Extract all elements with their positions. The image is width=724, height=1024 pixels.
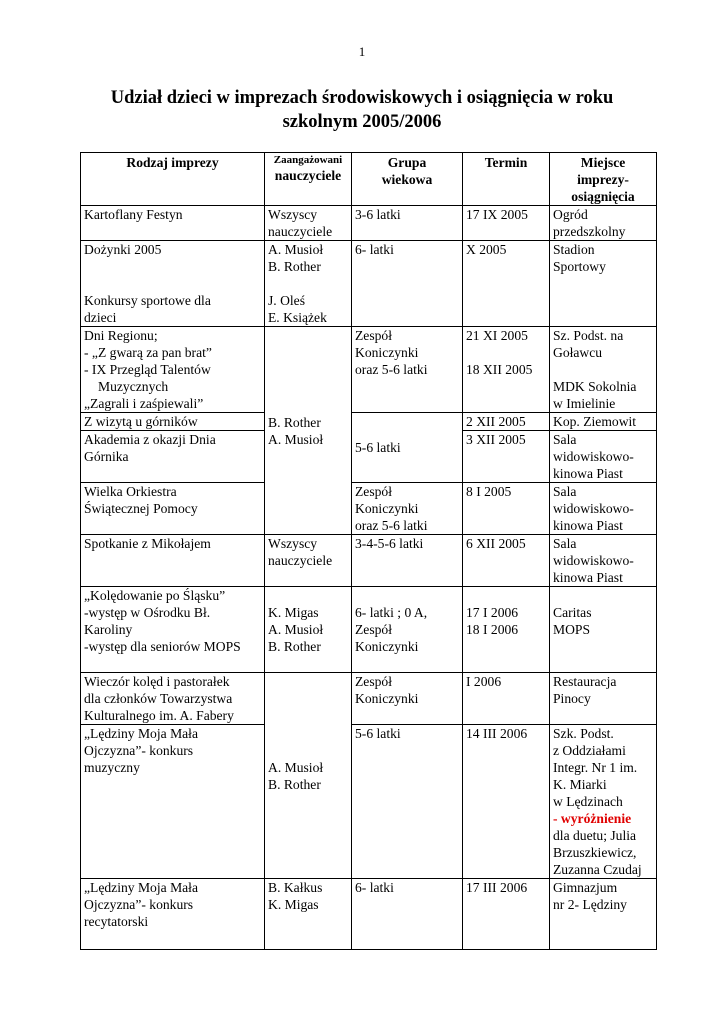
cell-grupa: Zespół Koniczynki oraz 5-6 latki — [352, 483, 463, 535]
cell-grupa: 5-6 latki — [352, 725, 463, 879]
cell-nauczyciele: K. Migas A. Musioł B. Rother — [265, 587, 352, 673]
table-row — [81, 673, 657, 725]
table-row — [81, 879, 657, 950]
header-termin: Termin — [463, 153, 550, 206]
cell-rodzaj: „Lędziny Moja Mała Ojczyzna”- konkurs muzyczny — [81, 725, 265, 879]
table-row — [81, 206, 657, 241]
cell-grupa: 3-6 latki — [352, 206, 463, 241]
header-nauczyciele: Zaangażowani nauczyciele — [265, 153, 352, 206]
cell-termin: 14 III 2006 — [463, 725, 550, 879]
cell-rodzaj: „Kolędowanie po Śląsku” -występ w Ośrodku Bł. Karoliny -występ dla seniorów MOPS — [81, 587, 265, 673]
cell-miejsce: Stadion Sportowy — [550, 241, 657, 327]
cell-termin: 2 XII 2005 — [463, 413, 550, 431]
cell-grupa: 6- latki — [352, 879, 463, 950]
cell-termin: 17 I 2006 18 I 2006 — [463, 587, 550, 673]
table-row — [81, 327, 657, 413]
page-title — [70, 86, 654, 134]
cell-grupa-merged: 5-6 latki — [352, 413, 463, 483]
title-line-2: szkolnym 2005/2006 — [282, 112, 442, 132]
cell-termin: 17 IX 2005 — [463, 206, 550, 241]
cell-nauczyciele: A. Musioł B. Rother J. Oleś E. Książek — [265, 241, 352, 327]
cell-rodzaj: „Lędziny Moja Mała Ojczyzna”- konkurs recytatorski — [81, 879, 265, 950]
cell-rodzaj: Akademia z okazji Dnia Górnika — [81, 431, 265, 483]
table-row — [81, 587, 657, 673]
cell-nauczyciele: B. Kałkus K. Migas — [265, 879, 352, 950]
cell-miejsce: Sala widowiskowo- kinowa Piast — [550, 535, 657, 587]
cell-termin: 17 III 2006 — [463, 879, 550, 950]
cell-termin: 3 XII 2005 — [463, 431, 550, 483]
cell-rodzaj: Dni Regionu; - „Z gwarą za pan brat” - IX Przegląd Talentów Muzycznych „Zagrali i zaśpiewali” — [81, 327, 265, 413]
cell-rodzaj: Spotkanie z Mikołajem — [81, 535, 265, 587]
table-row — [81, 535, 657, 587]
cell-nauczyciele: Wszyscy nauczyciele — [265, 535, 352, 587]
cell-miejsce: Szk. Podst. z Oddziałami Integr. Nr 1 im. K. Miarki w Lędzinach - wyróżnienie dla duetu; Julia Brzuszkiewicz, Zuzanna Czudaj — [550, 725, 657, 879]
cell-termin: I 2006 — [463, 673, 550, 725]
events-table — [80, 152, 657, 950]
cell-grupa: 6- latki — [352, 241, 463, 327]
cell-nauczyciele-merged: B. Rother A. Musioł — [265, 327, 352, 535]
cell-termin: 21 XI 2005 18 XII 2005 — [463, 327, 550, 413]
page-number: 1 — [358, 44, 366, 59]
cell-miejsce: Sz. Podst. na Goławcu MDK Sokolnia w Imielinie — [550, 327, 657, 413]
cell-rodzaj: Dożynki 2005 Konkursy sportowe dla dzieci — [81, 241, 265, 327]
header-grupa: Grupa wiekowa — [352, 153, 463, 206]
cell-termin: 8 I 2005 — [463, 483, 550, 535]
cell-grupa: 3-4-5-6 latki — [352, 535, 463, 587]
cell-grupa: Zespół Koniczynki — [352, 673, 463, 725]
award-label: - wyróżnienie — [553, 811, 632, 826]
table-row — [81, 241, 657, 327]
cell-nauczyciele-merged: A. Musioł B. Rother — [265, 673, 352, 879]
cell-miejsce: Kop. Ziemowit — [550, 413, 657, 431]
header-rodzaj: Rodzaj imprezy — [81, 153, 265, 206]
cell-miejsce: Restauracja Pinocy — [550, 673, 657, 725]
header-row — [81, 153, 657, 206]
cell-miejsce: Ogród przedszkolny — [550, 206, 657, 241]
table-row — [81, 413, 657, 431]
title-line-1: Udział dzieci w imprezach środowiskowych i osiągnięcia w roku — [110, 88, 614, 108]
cell-rodzaj: Z wizytą u górników — [81, 413, 265, 431]
cell-grupa: Zespół Koniczynki oraz 5-6 latki — [352, 327, 463, 413]
table-row — [81, 725, 657, 879]
cell-miejsce: Sala widowiskowo- kinowa Piast — [550, 431, 657, 483]
cell-miejsce: Caritas MOPS — [550, 587, 657, 673]
cell-miejsce: Gimnazjum nr 2- Lędziny — [550, 879, 657, 950]
cell-rodzaj: Wieczór kolęd i pastorałek dla członków Towarzystwa Kulturalnego im. A. Fabery — [81, 673, 265, 725]
cell-termin: X 2005 — [463, 241, 550, 327]
cell-miejsce: Sala widowiskowo- kinowa Piast — [550, 483, 657, 535]
cell-nauczyciele: Wszyscy nauczyciele — [265, 206, 352, 241]
cell-grupa: 6- latki ; 0 A, Zespół Koniczynki — [352, 587, 463, 673]
cell-rodzaj: Wielka Orkiestra Świątecznej Pomocy — [81, 483, 265, 535]
cell-termin: 6 XII 2005 — [463, 535, 550, 587]
cell-rodzaj: Kartoflany Festyn — [81, 206, 265, 241]
header-miejsce: Miejsce imprezy- osiągnięcia — [550, 153, 657, 206]
table-row — [81, 483, 657, 535]
